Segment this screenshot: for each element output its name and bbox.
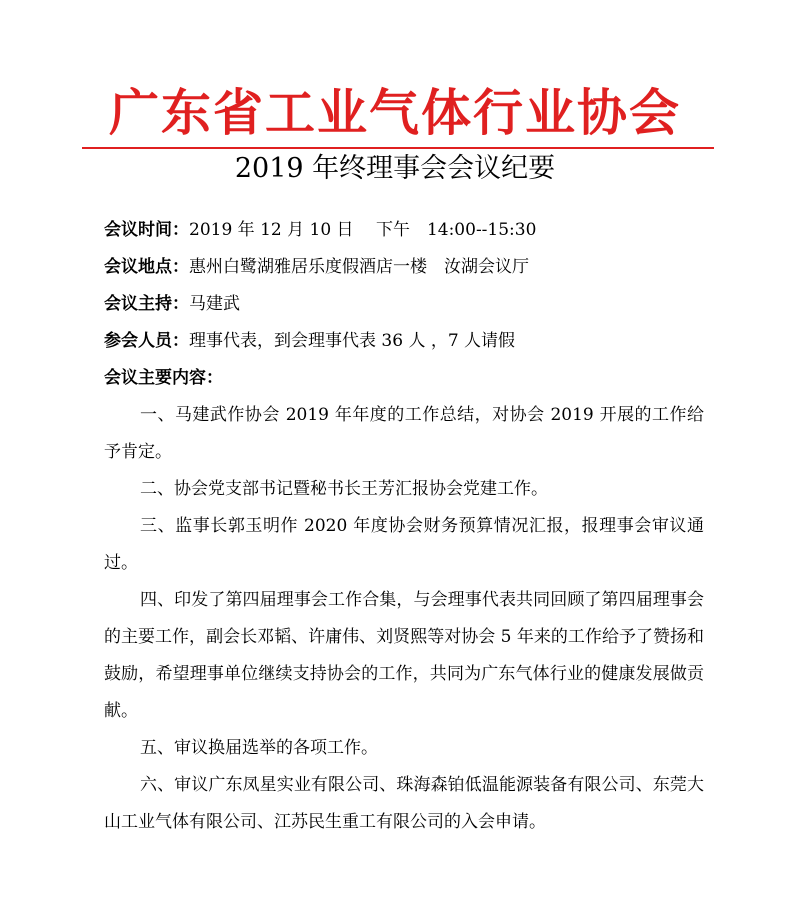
attendees-line xyxy=(104,323,704,360)
agenda-item-4: 四、印发了第四届理事会工作合集，与会理事代表共同回顾了第四届理事会的主要工作，副会长邓韬、许庸伟、刘贤熙等对协会 5 年来的工作给予了赞扬和鼓励，希望理事单位继续支持协会的工作，共同为广东气体行业的健康发展做贡献。 xyxy=(104,590,704,721)
agenda-item-1: 一、马建武作协会 2019 年年度的工作总结，对协会 2019 开展的工作给予肯定。 xyxy=(104,405,704,462)
meeting-location-value: 惠州白鹭湖雅居乐度假酒店一楼 汝湖会议厅 xyxy=(189,257,529,277)
attendees-label: 参会人员： xyxy=(104,331,189,351)
meeting-host-value: 马建武 xyxy=(189,294,240,314)
attendees-value: 理事代表，到会理事代表 36 人 ，7 人请假 xyxy=(189,331,516,351)
meeting-time-line xyxy=(104,212,704,249)
meeting-host-label: 会议主持： xyxy=(104,294,189,314)
agenda-item-3: 三、监事长郭玉明作 2020 年度协会财务预算情况汇报，报理事会审议通过。 xyxy=(104,516,704,573)
meeting-time-value: 2019 年 12 月 10 日 下午 14:00--15:30 xyxy=(189,220,537,240)
meeting-time-label: 会议时间： xyxy=(104,220,189,240)
agenda-item-2: 二、协会党支部书记暨秘书长王芳汇报协会党建工作。 xyxy=(140,479,548,499)
document-body xyxy=(104,212,704,841)
main-content-label: 会议主要内容： xyxy=(104,368,223,388)
meeting-location-label: 会议地点： xyxy=(104,257,189,277)
meeting-location-line xyxy=(104,249,704,286)
agenda-item-5: 五、审议换届选举的各项工作。 xyxy=(140,738,378,758)
document-title: 2019 年终理事会会议纪要 xyxy=(234,153,556,184)
main-content-line xyxy=(104,360,704,397)
org-title: 广东省工业气体行业协会 xyxy=(109,84,681,142)
red-divider-rule xyxy=(82,147,714,149)
agenda-item-6: 六、审议广东凤星实业有限公司、珠海森铂低温能源装备有限公司、东莞大山工业气体有限公司、江苏民生重工有限公司的入会申请。 xyxy=(104,775,704,832)
meeting-host-line xyxy=(104,286,704,323)
